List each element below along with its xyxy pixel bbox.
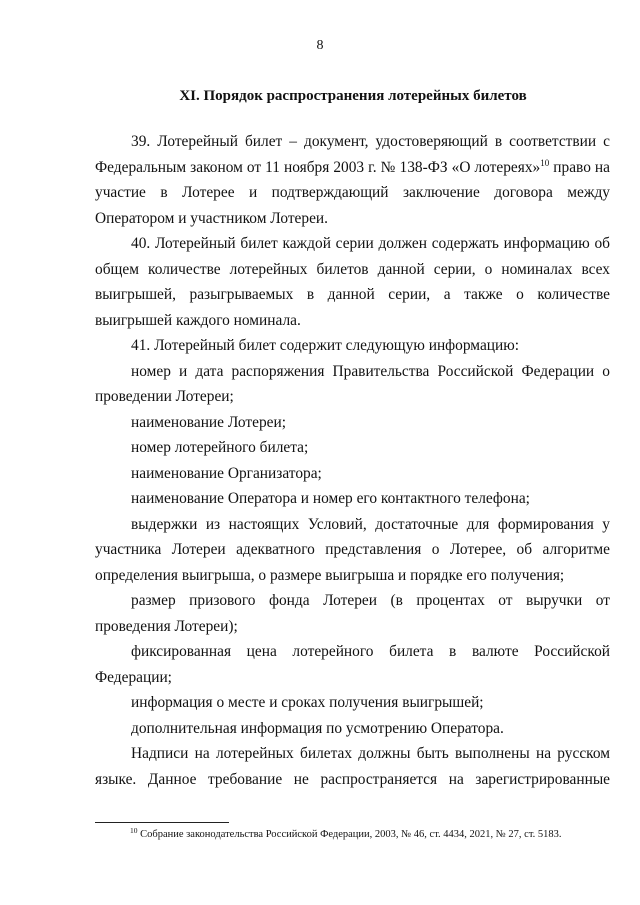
list-item: размер призового фонда Лотереи (в процентах от выручки от проведения Лотереи); (95, 592, 610, 635)
list-item: наименование Лотереи; (131, 413, 286, 431)
list-item: дополнительная информация по усмотрению Оператора. (131, 719, 504, 737)
list-item: номер лотерейного билета; (131, 439, 309, 456)
list-item: номер и дата распоряжения Правительства Российской Федерации о проведении Лотереи; (95, 362, 610, 405)
document-body (95, 129, 610, 792)
footnote-text: Собрание законодательства Российской Федерации, 2003, № 46, ст. 4434, 2021, № 27, ст. 5183. (137, 829, 562, 840)
footnote-number: 10 (130, 826, 138, 835)
list-item: наименование Организатора; (131, 464, 322, 482)
closing-paragraph: Надписи на лотерейных билетах должны быть выполнены на русском языке. Данное требование не распространяется на зарегистрированные (95, 745, 610, 788)
paragraph-39 (95, 129, 610, 231)
list-item: фиксированная цена лотерейного билета в валюте Российской Федерации; (95, 643, 610, 686)
paragraph-39-text: 39. Лотерейный билет – документ, удостоверяющий в соответствии с Федеральным законом от 11 ноября 2003 г. № 138-ФЗ «О лотереях» (95, 133, 610, 176)
footnote-divider (95, 822, 229, 823)
footnote (130, 828, 610, 842)
section-title: XI. Порядок распространения лотерейных билетов (179, 88, 527, 104)
paragraph-40: 40. Лотерейный билет каждой серии должен содержать информацию об общем количестве лотерейных билетов данной серии, о номиналах всех выигрышей, разыгрываемых в данной серии, а также о количестве выигрышей каждого номинала. (95, 235, 610, 329)
list-item: выдержки из настоящих Условий, достаточные для формирования у участника Лотереи адекватного представления о Лотерее, об алгоритме определения выигрыша, о размере выигрыша и порядке его получения; (95, 515, 610, 584)
list-item: информация о месте и сроках получения выигрышей; (131, 694, 484, 711)
paragraph-41: 41. Лотерейный билет содержит следующую информацию: (131, 337, 520, 354)
paragraph-39-text-continued: право на участие в Лотерее и подтверждающий заключение договора между Оператором и участником Лотереи. (95, 158, 610, 227)
page-number: 8 (316, 38, 324, 53)
list-item: наименование Оператора и номер его контактного телефона; (131, 490, 530, 507)
footnote-reference: 10 (540, 157, 550, 168)
